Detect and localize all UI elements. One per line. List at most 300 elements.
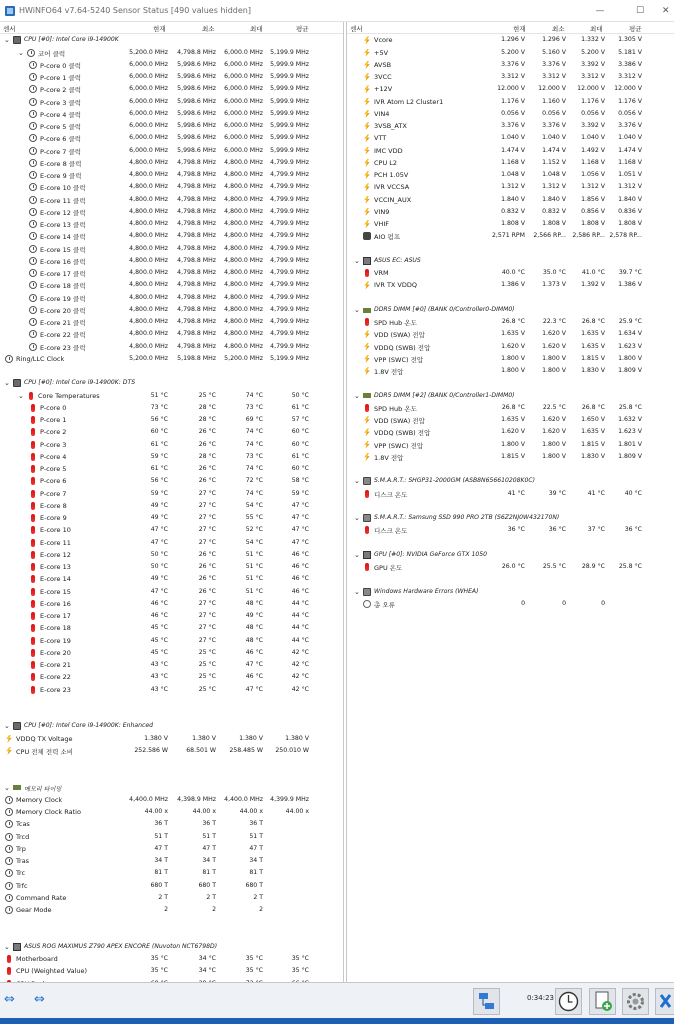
- clk-icon: [29, 159, 37, 167]
- sensor-row[interactable]: [347, 414, 674, 426]
- tmp-icon: [31, 428, 35, 436]
- sensor-row[interactable]: [0, 843, 343, 855]
- sensor-row[interactable]: [0, 745, 343, 757]
- sensor-row[interactable]: [0, 622, 343, 634]
- sensor-row[interactable]: [347, 402, 674, 414]
- value-avg: 44 °C: [291, 636, 309, 644]
- sensor-label: E-core 20: [40, 648, 71, 657]
- sensor-label: Trcd: [16, 832, 30, 841]
- maximize-button[interactable]: ☐: [635, 6, 645, 16]
- sensor-row[interactable]: [0, 671, 343, 683]
- expand-chevron-icon[interactable]: ⌄: [354, 587, 360, 596]
- col-current[interactable]: 현재: [153, 25, 166, 33]
- add-report-button[interactable]: [589, 988, 616, 1015]
- sensor-row[interactable]: [0, 634, 343, 646]
- sensor-group-header[interactable]: [347, 255, 674, 267]
- value-max: 51 °C: [245, 575, 263, 583]
- value-current: 51 T: [154, 832, 168, 840]
- tmp-icon: [31, 600, 35, 608]
- value-min: 28 °C: [198, 403, 216, 411]
- sensor-row[interactable]: [0, 59, 343, 71]
- sensor-group-header[interactable]: [347, 475, 674, 487]
- sensor-label: Gear Mode: [16, 906, 52, 915]
- close-sensors-button[interactable]: [655, 988, 674, 1015]
- value-avg: 5,999.9 MHz: [270, 73, 309, 81]
- value-max: 1.040 V: [581, 134, 605, 142]
- col-sensor[interactable]: 센서: [3, 25, 16, 33]
- sensor-row[interactable]: [0, 267, 343, 279]
- sensor-label: E-core 12: [40, 550, 71, 559]
- sensor-row[interactable]: [347, 561, 674, 573]
- value-min: 1.800 V: [542, 440, 566, 448]
- sensor-row[interactable]: [347, 206, 674, 218]
- sensor-row[interactable]: [347, 169, 674, 181]
- sensor-label: VHIF: [374, 220, 389, 229]
- sensor-row[interactable]: [347, 316, 674, 328]
- value-avg: 61 °C: [291, 452, 309, 460]
- sensor-row[interactable]: [0, 230, 343, 242]
- value-min: 5,198.8 MHz: [177, 354, 216, 362]
- col-min[interactable]: 최소: [202, 25, 215, 33]
- value-min: 39 °C: [548, 489, 566, 497]
- sensor-list-left[interactable]: [0, 22, 344, 982]
- bolt-icon: [363, 281, 371, 289]
- value-avg: 44 °C: [291, 624, 309, 632]
- sensor-row[interactable]: [347, 181, 674, 193]
- value-avg: 47 °C: [291, 538, 309, 546]
- sensor-row[interactable]: [347, 83, 674, 95]
- sensor-row[interactable]: [0, 169, 343, 181]
- sensor-row[interactable]: [0, 438, 343, 450]
- sensor-row[interactable]: [0, 561, 343, 573]
- sensor-group-header[interactable]: [0, 377, 343, 389]
- sensor-label: E-core 9 클럭: [40, 172, 82, 181]
- sensor-row[interactable]: [347, 108, 674, 120]
- value-min: 1.474 V: [542, 146, 566, 154]
- sensor-row[interactable]: [347, 279, 674, 291]
- value-max: 4,800.0 MHz: [224, 281, 263, 289]
- value-min: 4,798.8 MHz: [177, 171, 216, 179]
- network-layout-button[interactable]: [473, 988, 500, 1015]
- sensor-label: IVR TX VDDQ: [374, 281, 418, 290]
- value-current: 0.832 V: [501, 207, 525, 215]
- expand-chevron-icon[interactable]: ⌄: [354, 550, 360, 559]
- value-current: 252.586 W: [134, 746, 168, 754]
- value-current: 1.048 V: [501, 171, 525, 179]
- sensor-row[interactable]: [347, 59, 674, 71]
- sensor-row[interactable]: [0, 242, 343, 254]
- sensor-row[interactable]: [0, 463, 343, 475]
- sensor-row[interactable]: [0, 487, 343, 499]
- sensor-label: Memory Clock: [16, 795, 63, 804]
- value-current: 1.168 V: [501, 158, 525, 166]
- sensor-label: E-core 22 클럭: [40, 331, 86, 340]
- sensor-row[interactable]: [0, 353, 343, 365]
- sensor-label: AIO 펌프: [374, 233, 401, 242]
- sensor-label: VDDQ TX Voltage: [16, 734, 73, 743]
- sensor-row[interactable]: [347, 132, 674, 144]
- sensor-group-header[interactable]: [347, 304, 674, 316]
- expand-chevron-icon[interactable]: ⌄: [354, 305, 360, 314]
- sensor-row[interactable]: [347, 95, 674, 107]
- value-avg: 0.056 V: [618, 109, 642, 117]
- sensor-row[interactable]: [347, 193, 674, 205]
- sensor-row[interactable]: [0, 806, 343, 818]
- sensor-label: P-core 7: [40, 489, 67, 498]
- collapse-arrows-icon[interactable]: ⇔: [34, 992, 45, 1007]
- minimize-button[interactable]: —: [595, 6, 605, 16]
- sensor-row[interactable]: [0, 83, 343, 95]
- sensor-row[interactable]: [0, 794, 343, 806]
- value-current: 46 °C: [150, 612, 168, 620]
- sensor-label: Trfc: [16, 881, 28, 890]
- sensor-row[interactable]: [0, 193, 343, 205]
- right-rows: [347, 34, 674, 610]
- col-avg[interactable]: 평균: [629, 25, 642, 33]
- clk-icon: [29, 98, 37, 106]
- sensor-row[interactable]: [0, 95, 343, 107]
- value-max: 1.808 V: [581, 220, 605, 228]
- sensor-row[interactable]: [0, 316, 343, 328]
- tmp-icon: [31, 514, 35, 522]
- value-min: 5,998.6 MHz: [177, 109, 216, 117]
- sensor-row[interactable]: [0, 451, 343, 463]
- sensor-group-header[interactable]: [0, 941, 343, 953]
- sensor-row[interactable]: [0, 71, 343, 83]
- expand-chevron-icon[interactable]: ⌄: [354, 391, 360, 400]
- spacer-row: [347, 536, 674, 548]
- tmp-icon: [31, 649, 35, 657]
- sensor-row[interactable]: [347, 230, 674, 242]
- value-min: 3.376 V: [542, 60, 566, 68]
- sensor-row[interactable]: [0, 108, 343, 120]
- sensor-row[interactable]: [0, 855, 343, 867]
- sensor-row[interactable]: [0, 512, 343, 524]
- sensor-row[interactable]: [0, 904, 343, 916]
- value-min: 26 °C: [198, 477, 216, 485]
- sensor-row[interactable]: [0, 879, 343, 891]
- clk-icon: [29, 147, 37, 155]
- sensor-row[interactable]: [0, 818, 343, 830]
- sensor-row[interactable]: [0, 181, 343, 193]
- sensor-group-header[interactable]: [0, 34, 343, 46]
- value-current: 46 °C: [150, 599, 168, 607]
- expand-chevron-icon[interactable]: ⌄: [18, 391, 24, 400]
- sensor-row[interactable]: [0, 524, 343, 536]
- sensor-row[interactable]: [347, 267, 674, 279]
- sensor-group-header[interactable]: [0, 720, 343, 732]
- sensor-row[interactable]: [0, 830, 343, 842]
- value-max: 74 °C: [245, 428, 263, 436]
- value-current: 5,200.0 MHz: [129, 354, 168, 362]
- sensor-row[interactable]: [0, 402, 343, 414]
- sensor-row[interactable]: [0, 585, 343, 597]
- sensor-row[interactable]: [347, 218, 674, 230]
- value-min: 68.501 W: [186, 746, 216, 754]
- sensor-label: SPD Hub 온도: [374, 404, 417, 413]
- clk-icon: [29, 73, 37, 81]
- sensor-label: E-core 20 클럭: [40, 306, 86, 315]
- sensor-row[interactable]: [0, 120, 343, 132]
- value-max: 74 °C: [245, 465, 263, 473]
- gear-icon: [623, 989, 648, 1014]
- sensor-row[interactable]: [0, 340, 343, 352]
- clk-icon: [29, 196, 37, 204]
- sensor-group-header[interactable]: [347, 549, 674, 561]
- expand-chevron-icon[interactable]: ⌄: [354, 514, 360, 523]
- sensor-label: IMC VDD: [374, 146, 403, 155]
- col-min[interactable]: 최소: [552, 25, 565, 33]
- value-min: 27 °C: [198, 624, 216, 632]
- sensor-row[interactable]: [0, 46, 343, 58]
- value-current: 49 °C: [150, 501, 168, 509]
- sensor-row[interactable]: [0, 500, 343, 512]
- tmp-icon: [31, 404, 35, 412]
- value-avg: 5,999.9 MHz: [270, 60, 309, 68]
- sensor-row[interactable]: [347, 120, 674, 132]
- value-avg: 46 °C: [291, 563, 309, 571]
- sensor-label: PCH 1.05V: [374, 171, 409, 180]
- clk-icon: [29, 330, 37, 338]
- sensor-label: E-core 14 클럭: [40, 233, 86, 242]
- sensor-row[interactable]: [347, 71, 674, 83]
- value-max: 4,800.0 MHz: [224, 293, 263, 301]
- value-current: 4,800.0 MHz: [129, 207, 168, 215]
- sensor-row[interactable]: [0, 536, 343, 548]
- expand-chevron-icon[interactable]: ⌄: [18, 48, 24, 57]
- value-avg: 5,999.9 MHz: [270, 85, 309, 93]
- disk-icon: [363, 477, 371, 485]
- sensor-row[interactable]: [0, 218, 343, 230]
- sensor-row[interactable]: [347, 328, 674, 340]
- sensor-row[interactable]: [0, 414, 343, 426]
- value-min: 25 °C: [198, 685, 216, 693]
- sensor-group-header[interactable]: [0, 781, 343, 793]
- sensor-label: Vcore: [374, 36, 393, 45]
- col-max[interactable]: 최대: [250, 25, 263, 33]
- value-current: 12.000 V: [497, 85, 525, 93]
- expand-chevron-icon[interactable]: ⌄: [4, 783, 10, 792]
- value-avg: 4,799.9 MHz: [270, 269, 309, 277]
- col-current[interactable]: 현재: [513, 25, 526, 33]
- value-current: 1.040 V: [501, 134, 525, 142]
- col-sensor[interactable]: 센서: [350, 25, 363, 33]
- bolt-icon: [363, 428, 371, 436]
- sensor-label: ASUS EC: ASUS: [374, 256, 421, 264]
- value-current: 1.635 V: [501, 330, 525, 338]
- tmp-icon: [31, 563, 35, 571]
- value-max: 1.635 V: [581, 330, 605, 338]
- sensor-row[interactable]: [347, 46, 674, 58]
- col-max[interactable]: 최대: [590, 25, 603, 33]
- bolt-icon: [363, 49, 371, 57]
- sensor-row[interactable]: [0, 157, 343, 169]
- sensor-row[interactable]: [347, 353, 674, 365]
- expand-chevron-icon[interactable]: ⌄: [4, 942, 10, 951]
- value-current: 4,800.0 MHz: [129, 281, 168, 289]
- value-max: 28.9 °C: [581, 563, 605, 571]
- value-min: 34 T: [202, 857, 216, 865]
- value-current: 3.376 V: [501, 122, 525, 130]
- value-min: 4,798.8 MHz: [177, 256, 216, 264]
- sensor-row[interactable]: [0, 610, 343, 622]
- value-max: 1.856 V: [581, 195, 605, 203]
- col-avg[interactable]: 평균: [296, 25, 309, 33]
- value-avg: 4,799.9 MHz: [270, 195, 309, 203]
- sensor-group-header[interactable]: [347, 512, 674, 524]
- sensor-label: 총 오류: [374, 600, 395, 609]
- sensor-row[interactable]: [347, 524, 674, 536]
- column-header: [0, 22, 343, 34]
- sensor-row[interactable]: [347, 365, 674, 377]
- value-min: 3.376 V: [542, 122, 566, 130]
- expand-chevron-icon[interactable]: ⌄: [354, 256, 360, 265]
- sensor-row[interactable]: [0, 475, 343, 487]
- value-avg: 46 °C: [291, 575, 309, 583]
- value-avg: 5.181 V: [618, 48, 642, 56]
- value-max: 6,000.0 MHz: [224, 48, 263, 56]
- clk-icon: [29, 343, 37, 351]
- value-current: 59 °C: [150, 489, 168, 497]
- sensor-row[interactable]: [347, 487, 674, 499]
- value-min: 5,998.6 MHz: [177, 134, 216, 142]
- value-current: 41 °C: [507, 489, 525, 497]
- value-current: 680 T: [150, 881, 168, 889]
- value-avg: 3.386 V: [618, 60, 642, 68]
- sensor-row[interactable]: [0, 598, 343, 610]
- expand-chevron-icon[interactable]: ⌄: [354, 477, 360, 486]
- expand-chevron-icon[interactable]: ⌄: [4, 379, 10, 388]
- value-current: 1.386 V: [501, 281, 525, 289]
- value-min: 36 T: [202, 820, 216, 828]
- value-avg: 4,799.9 MHz: [270, 244, 309, 252]
- close-button[interactable]: ✕: [662, 6, 670, 16]
- value-current: 1.800 V: [501, 367, 525, 375]
- value-max: 6,000.0 MHz: [224, 146, 263, 154]
- sensor-label: VCCIN_AUX: [374, 195, 412, 204]
- sensor-label: Motherboard: [16, 955, 58, 964]
- sensor-row[interactable]: [347, 438, 674, 450]
- nav-arrows-icon[interactable]: ⇔: [4, 992, 15, 1007]
- expand-chevron-icon[interactable]: ⌄: [4, 36, 10, 45]
- sensor-label: ASUS ROG MAXIMUS Z790 APEX ENCORE (Nuvoton NCT6798D): [24, 942, 218, 950]
- sensor-label: P-core 0 클럭: [40, 61, 82, 70]
- sensor-label: S.M.A.R.T.: SHGP31-2000GM (ASB8N656610208K0C): [374, 477, 535, 485]
- sensor-row[interactable]: [0, 867, 343, 879]
- value-current: 1.808 V: [501, 220, 525, 228]
- value-current: 45 °C: [150, 636, 168, 644]
- value-current: 1.800 V: [501, 354, 525, 362]
- sensor-row[interactable]: [347, 340, 674, 352]
- sensor-row[interactable]: [0, 732, 343, 744]
- value-max: 44.00 x: [239, 808, 263, 816]
- value-max: 46 °C: [245, 648, 263, 656]
- value-min: 27 °C: [198, 538, 216, 546]
- value-avg: 4,799.9 MHz: [270, 207, 309, 215]
- sensor-row[interactable]: [0, 144, 343, 156]
- sensor-row[interactable]: [347, 426, 674, 438]
- sensor-label: 메모리 타이밍: [24, 785, 62, 793]
- sensor-row[interactable]: [0, 573, 343, 585]
- sensor-row[interactable]: [0, 255, 343, 267]
- value-max: 1.492 V: [581, 146, 605, 154]
- sensor-row[interactable]: [0, 892, 343, 904]
- close-x-icon: [656, 989, 674, 1014]
- clock-button[interactable]: [555, 988, 582, 1015]
- sensor-row[interactable]: [347, 451, 674, 463]
- value-avg: 1.040 V: [618, 134, 642, 142]
- sensor-row[interactable]: [0, 426, 343, 438]
- sensor-row[interactable]: [0, 206, 343, 218]
- value-avg: 60 °C: [291, 428, 309, 436]
- sensor-row[interactable]: [0, 328, 343, 340]
- value-current: 59 °C: [150, 452, 168, 460]
- sensor-row[interactable]: [347, 157, 674, 169]
- value-current: 6,000.0 MHz: [129, 146, 168, 154]
- sensor-row[interactable]: [0, 389, 343, 401]
- value-current: 47 °C: [150, 587, 168, 595]
- expand-chevron-icon[interactable]: ⌄: [4, 722, 10, 731]
- value-current: 35 °C: [150, 955, 168, 963]
- value-avg: 4,799.9 MHz: [270, 232, 309, 240]
- sensor-row[interactable]: [0, 953, 343, 965]
- value-current: 1.815 V: [501, 452, 525, 460]
- sensor-label: Windows Hardware Errors (WHEA): [374, 587, 479, 595]
- sensor-row[interactable]: [0, 279, 343, 291]
- clk-icon: [29, 257, 37, 265]
- sensor-row[interactable]: [347, 598, 674, 610]
- sensor-row[interactable]: [347, 144, 674, 156]
- sensor-row[interactable]: [0, 132, 343, 144]
- sensor-label: P-core 7 클럭: [40, 147, 82, 156]
- taskbar-strip: [0, 1018, 674, 1024]
- clk-icon: [29, 208, 37, 216]
- value-min: 26 °C: [198, 440, 216, 448]
- value-avg: 42 °C: [291, 648, 309, 656]
- sensor-list-right[interactable]: [346, 22, 674, 982]
- value-min: 2 T: [206, 893, 216, 901]
- value-max: 1.830 V: [581, 367, 605, 375]
- value-min: 27 °C: [198, 526, 216, 534]
- settings-button[interactable]: [622, 988, 649, 1015]
- sensor-row[interactable]: [0, 965, 343, 977]
- value-max: 1.635 V: [581, 342, 605, 350]
- sensor-group-header[interactable]: [347, 585, 674, 597]
- sensor-label: Trc: [16, 869, 26, 878]
- value-current: 40.0 °C: [501, 269, 525, 277]
- value-max: 4,800.0 MHz: [224, 244, 263, 252]
- clk-icon: [27, 49, 35, 57]
- value-avg: 1.800 V: [618, 354, 642, 362]
- value-max: 6,000.0 MHz: [224, 60, 263, 68]
- sensor-label: 디스크 온도: [374, 490, 408, 499]
- value-avg: 42 °C: [291, 673, 309, 681]
- sensor-row[interactable]: [0, 549, 343, 561]
- sensor-row[interactable]: [0, 304, 343, 316]
- value-avg: 50 °C: [291, 391, 309, 399]
- spacer-row: [347, 291, 674, 303]
- value-current: 4,800.0 MHz: [129, 220, 168, 228]
- value-min: 28 °C: [198, 452, 216, 460]
- sensor-row[interactable]: [0, 683, 343, 695]
- value-min: 4,798.8 MHz: [177, 195, 216, 203]
- value-current: 1.312 V: [501, 183, 525, 191]
- sensor-row[interactable]: [0, 659, 343, 671]
- sensor-row[interactable]: [0, 647, 343, 659]
- sensor-row[interactable]: [0, 291, 343, 303]
- sensor-row[interactable]: [347, 34, 674, 46]
- sensor-group-header[interactable]: [347, 389, 674, 401]
